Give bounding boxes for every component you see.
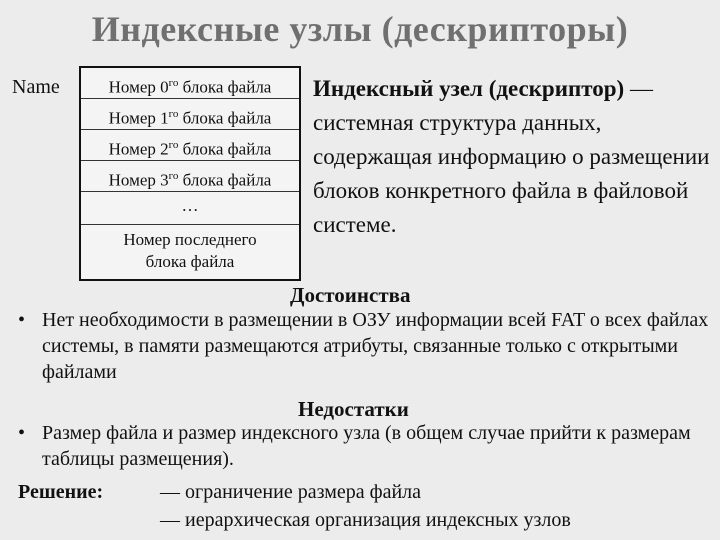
definition-term: Индексный узел (дескриптор) [313, 76, 625, 101]
solution-line-1: — ограничение размера файла [160, 481, 422, 503]
inode-row-last: Номер последнего блока файла [123, 230, 257, 271]
solution-label: Решение: [18, 481, 104, 503]
disadvantages-heading: Недостатки [298, 397, 409, 421]
inode-row-1: Номер $1^{го}$ блока файла [81, 99, 299, 130]
slide-title: Индексные узлы (дескрипторы) [91, 9, 629, 49]
inode-row-3: Номер $3^{го}$ блока файла [81, 161, 299, 192]
inode-table [79, 66, 301, 281]
name-label: Name [12, 76, 60, 98]
bullet-icon: • [18, 422, 26, 444]
definition-text: Индексный узел (дескриптор) — системная структура данных, содержащая информацию о размещении блоков конкретного файла в файловой системе. [313, 76, 710, 237]
inode-row-2: Номер $2^{го}$ блока файла [81, 130, 299, 161]
advantages-heading: Достоинства [290, 283, 411, 307]
solution-line-2: — иерархическая организация индексных узлов [160, 509, 571, 531]
bullet-icon: • [18, 309, 26, 331]
inode-row-0: Номер $0^{го}$ блока файла [81, 68, 299, 99]
inode-row-ellipsis: … [81, 192, 299, 225]
